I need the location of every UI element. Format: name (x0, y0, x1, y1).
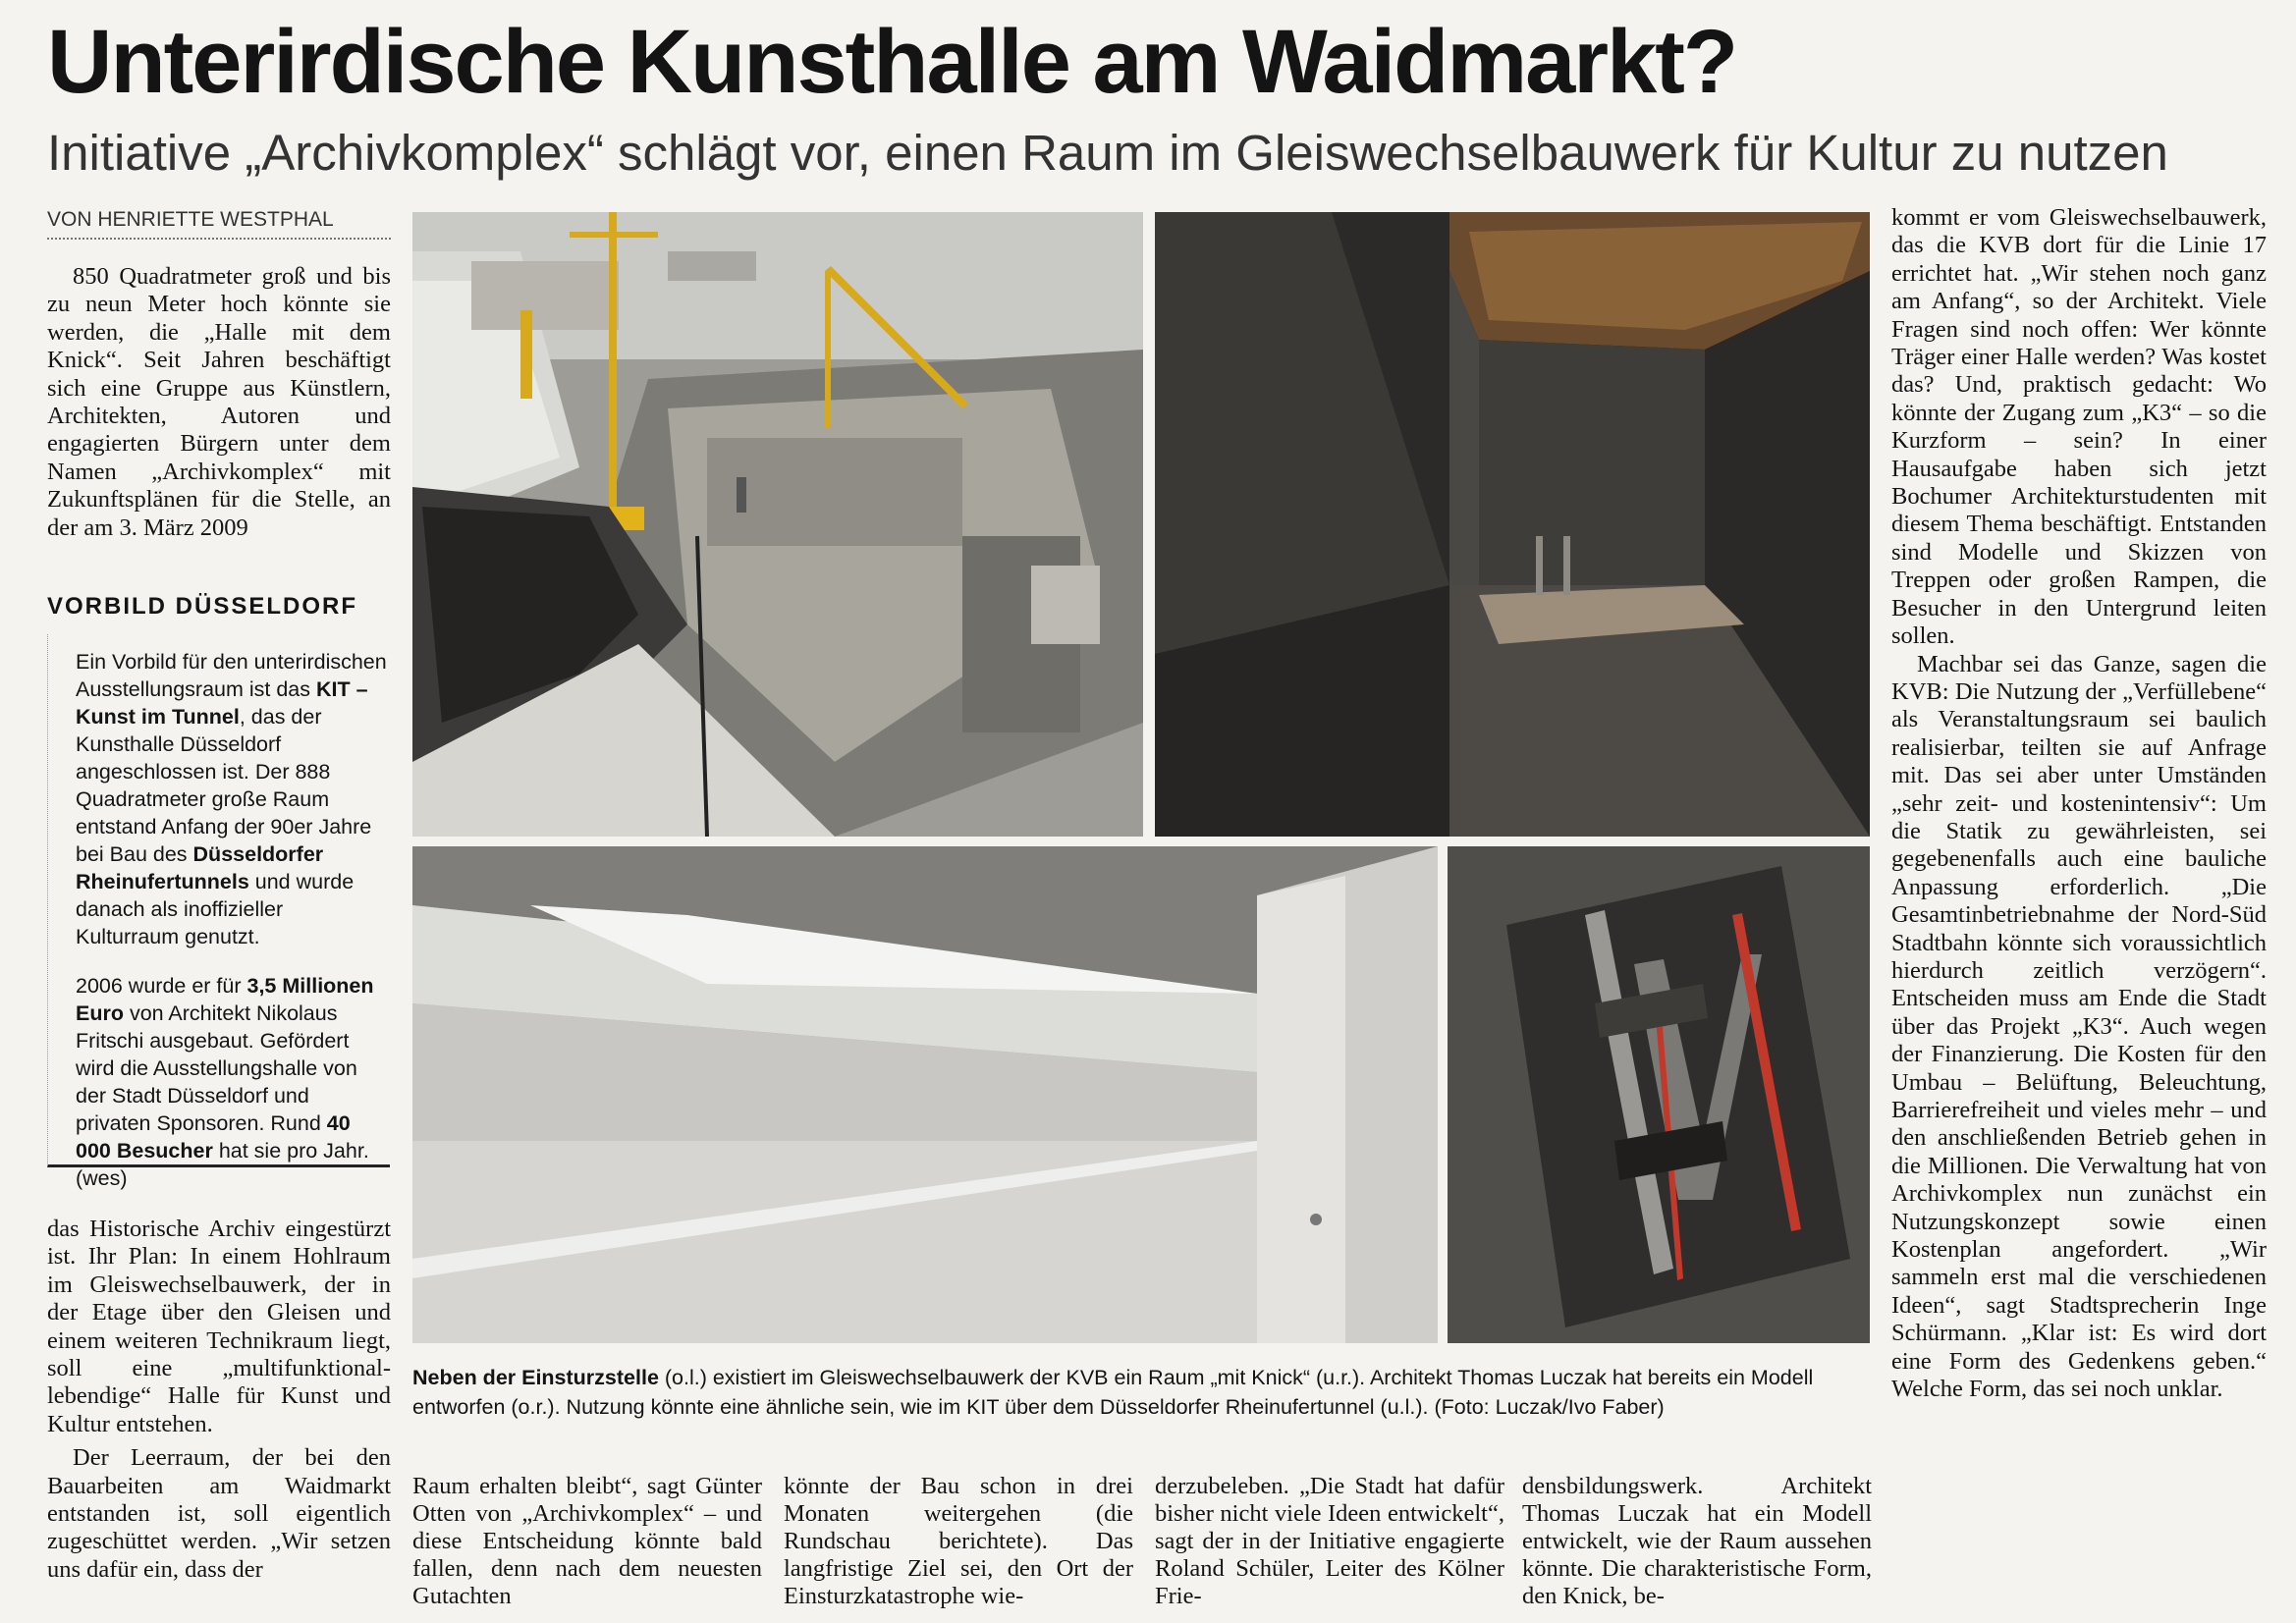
intro-paragraph: 850 Quadratmeter groß und bis zu neun Meter hoch könnte sie werden, die „Halle mit dem Knick“. Seit Jahren beschäftigt sich eine Gruppe aus Künstlern, Architekten, Autoren und engagierten Bürgern unter dem Namen „Archivkomplex“ mit Zukunftsplänen für die Stelle, an der am 3. März 2009 (47, 263, 391, 541)
sidebar-box (47, 634, 390, 1190)
right-column (1891, 204, 2267, 1618)
bottom-column-2: Raum erhalten bleibt“, sagt Günter Otten von „Archivkomplex“ – und diese Entscheidung könnte bald fallen, denn nach dem neuesten Gutachten (412, 1473, 762, 1609)
sidebar-title: VORBILD DÜSSELDORF (47, 593, 358, 620)
column-1-paragraph-2: Der Leerraum, der bei den Bauarbeiten am Waidmarkt entstanden ist, soll eigentlich zugeschüttet werden. „Wir setzen uns dafür ein, dass der (47, 1444, 391, 1583)
bottom-column-4: derzubeleben. „Die Stadt hat dafür bisher nicht viele Ideen entwickelt“, sagt der in der Initiative engagierte Roland Schüler, Leiter des Kölner Frie- (1155, 1473, 1504, 1609)
photo-tunnel (412, 846, 1438, 1343)
byline: VON HENRIETTE WESTPHAL (47, 208, 391, 240)
sidebar-paragraph-2: 2006 wurde er für 3,5 Millionen Euro von Architekt Nikolaus Fritschi ausgebaut. Gefördert wird die Ausstellungshalle von der Stadt Düsseldorf und privaten Sponsoren. Rund 40 000 Besucher hat sie pro Jahr. (wes) (76, 974, 374, 1190)
intro-column (47, 263, 391, 542)
right-column-paragraph-1: kommt er vom Gleiswechselbauwerk, das die KVB dort für die Linie 17 errichtet hat. „Wir stehen noch ganz am Anfang“, so der Architekt. Viele Fragen sind noch offen: Wer könnte Träger einer Halle werden? Was kostet das? Und, praktisch gedacht: Wo könnte der Zugang zum „K3“ – so die Kurzform – sein? In einer Hausaufgabe haben sich jetzt Bochumer Architekturstudenten mit diesem Thema beschäftigt. Entstanden sind Modelle und Skizzen von Treppen oder großen Rampen, die Besucher in den Untergrund leiten sollen. (1891, 204, 2267, 650)
column-1-lower (47, 1216, 391, 1618)
sidebar-paragraph-1: Ein Vorbild für den unterirdischen Ausstellungsraum ist das KIT – Kunst im Tunnel, das der Kunsthalle Düsseldorf angeschlossen ist. Der 888 Quadratmeter große Raum entstand Anfang der 90er Jahre bei Bau des Düsseldorfer Rheinufertunnels und wurde danach als inoffizieller Kulturraum genutzt. (76, 650, 387, 948)
photo-caption: Neben der Einsturzstelle (o.l.) existiert im Gleiswechselbauwerk der KVB ein Raum „mit Knick“ (u.r.). Architekt Thomas Luczak hat bereits ein Modell entworfen (o.r.). Nutzung könnte eine ähnliche sein, wie im KIT über dem Düsseldorfer Rheinufertunnel (u.l.). (Foto: Luczak/Ivo Faber) (412, 1366, 1814, 1419)
bottom-column-3: könnte der Bau schon in drei Monaten weitergehen (die Rundschau berichtete). Das langfristige Ziel sei, den Ort der Einsturzkatastrophe wie- (784, 1473, 1133, 1609)
headline: Unterirdische Kunsthalle am Waidmarkt? (47, 12, 1737, 112)
right-column-paragraph-2: Machbar sei das Ganze, sagen die KVB: Die Nutzung der „Verfüllebene“ als Veranstaltungsraum sei baulich realisierbar, teilten sie auf Anfrage mit. Das sei aber unter Umständen „sehr zeit- und kostenintensiv“: Um die Statik zu gewährleisten, sei gegebenenfalls auch eine bauliche Anpassung erforderlich. „Die Gesamtinbetriebnahme der Nord-Süd Stadtbahn könnte sich voraussichtlich hierdurch zeitlich verzögern“. Entscheiden muss am Ende die Stadt über das Projekt „K3“. Auch wegen der Finanzierung. Die Kosten für den Umbau – Belüftung, Beleuchtung, Barrierefreiheit und vieles mehr – und den anschließenden Betrieb gehen in die Millionen. Die Verwaltung hat von Archivkomplex nun zunächst ein Nutzungskonzept sowie einen Kostenplan angefordert. „Wir sammeln erst mal die verschiedenen Ideen“, sagt Stadtsprecherin Inge Schürmann. „Klar ist: Es wird dort eine Form des Gedenkens geben.“ Welche Form, das sei noch unklar. (1891, 650, 2267, 1403)
photo-construction-site (412, 212, 1143, 837)
subheadline: Initiative „Archivkomplex“ schlägt vor, einen Raum im Gleiswechselbauwerk für Kultur zu nutzen (47, 125, 2168, 181)
photo-architecture-model (1155, 212, 1870, 837)
column-1-paragraph: das Historische Archiv eingestürzt ist. Ihr Plan: In einem Hohlraum im Gleiswechselbauwerk, der in der Etage über den Gleisen und einem weiteren Technikraum liegt, soll eine „multifunktional-lebendige“ Halle für Kunst und Kultur entstehen. (47, 1216, 391, 1437)
photo-room-with-bend (1448, 846, 1870, 1343)
bottom-column-5: densbildungswerk. Architekt Thomas Luczak hat ein Modell entwickelt, wie der Raum aussehen könnte. Die charakteristische Form, den Knick, be- (1522, 1473, 1872, 1609)
sidebar-text (76, 648, 390, 1192)
